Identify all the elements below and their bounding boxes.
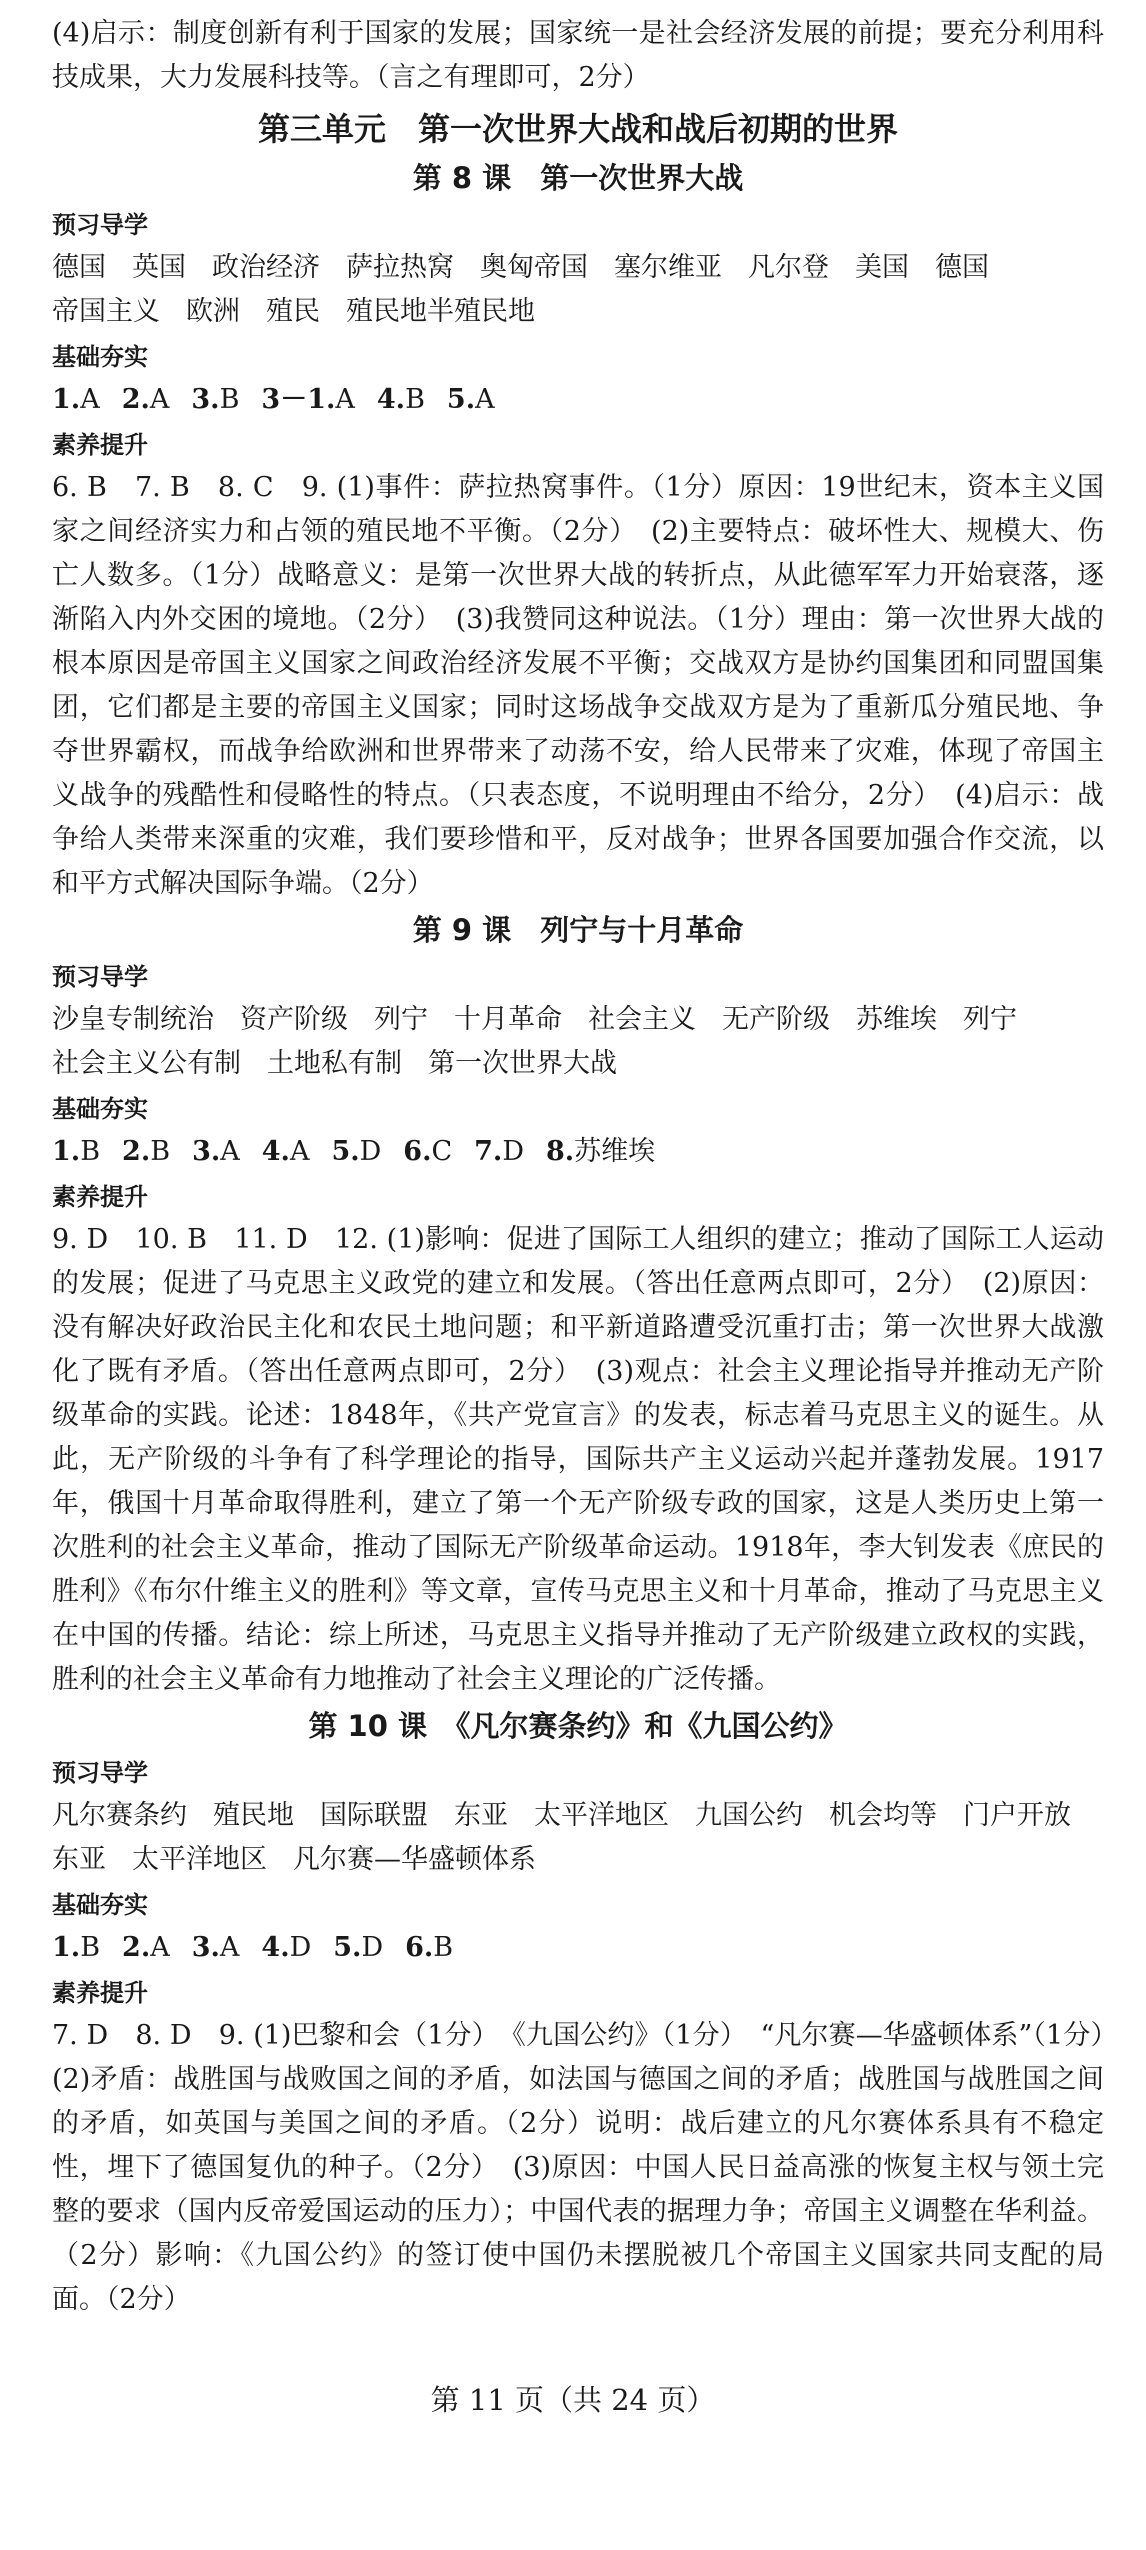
answer-item: 6.B: [405, 1932, 454, 1963]
answer-item: 2.B: [122, 1136, 171, 1167]
term: 东亚: [454, 1800, 508, 1831]
basic-answers: [52, 1130, 1104, 1174]
term: 苏维埃: [856, 1004, 937, 1035]
lesson-number: 第 9 课: [412, 913, 512, 947]
answer-item: 1.B: [52, 1136, 101, 1167]
term: 奥匈帝国: [480, 252, 588, 283]
term: 列宁: [963, 1004, 1017, 1035]
answer-item: 3.B: [191, 384, 240, 415]
term: 欧洲: [186, 296, 240, 327]
lesson-name: 《凡尔赛条约》和《九国公约》: [456, 1709, 848, 1743]
lesson-number: 第 10 课: [308, 1709, 428, 1743]
section-basic: 基础夯实: [52, 1095, 148, 1123]
page-number-footer: 第 11 页（共 24 页）: [430, 2383, 716, 2417]
section-preview: 预习导学: [52, 211, 148, 239]
term: 政治经济: [212, 252, 320, 283]
answer-item: 3.A: [191, 1932, 240, 1963]
term: 东亚: [52, 1844, 106, 1875]
lesson-title: [52, 906, 1104, 954]
answer-item: 5.D: [331, 1136, 382, 1167]
term: 塞尔维亚: [614, 252, 722, 283]
lesson-8: [52, 154, 1104, 906]
term: 土地私有制: [267, 1048, 402, 1079]
lesson-title: [52, 154, 1104, 202]
term: 九国公约: [695, 1800, 803, 1831]
preview-terms: [52, 246, 1104, 334]
term: 资产阶级: [240, 1004, 348, 1035]
term: 列宁: [374, 1004, 428, 1035]
term: 美国: [855, 252, 909, 283]
section-basic: 基础夯实: [52, 1891, 148, 1919]
section-improve: 素养提升: [52, 431, 148, 459]
term: 凡尔登: [748, 252, 829, 283]
section-improve: 素养提升: [52, 1979, 148, 2007]
answer-item: 6.C: [403, 1136, 453, 1167]
improve-answers: 9. D 10. B 11. D 12. (1)影响：促进了国际工人组织的建立；推动了国际工人运动的发展；促进了马克思主义政党的建立和发展。（答出任意两点即可，2分） (2)原因：没有解决好政治民主化和农民土地问题；和平新道路遭受沉重打击；第一次世界大战激化了既有矛盾。（答出任意两点即可，2分） (3)观点：社会主义理论指导并推动无产阶级革命的实践。论述：1848年，《共产党宣言》的发表，标志着马克思主义的诞生。从此，无产阶级的斗争有了科学理论的指导，国际共产主义运动兴起并蓬勃发展。1917年，俄国十月革命取得胜利，建立了第一个无产阶级专政的国家，这是人类历史上第一次胜利的社会主义革命，推动了国际无产阶级革命运动。1918年，李大钊发表《庶民的胜利》《布尔什维主义的胜利》等文章，宣传马克思主义和十月革命，推动了马克思主义在中国的传播。结论：综上所述，马克思主义指导并推动了无产阶级建立政权的实践，胜利的社会主义革命有力地推动了社会主义理论的广泛传播。: [52, 1224, 1104, 1695]
answer-item: 1.B: [52, 1932, 101, 1963]
answer-item: 3－1.A: [261, 384, 355, 415]
term: 沙皇专制统治: [52, 1004, 214, 1035]
preview-terms: [52, 1794, 1104, 1882]
unit-title: 第三单元 第一次世界大战和战后初期的世界: [257, 110, 898, 148]
term: 凡尔赛条约: [52, 1800, 187, 1831]
answer-item: 4.A: [261, 1136, 310, 1167]
term: 殖民: [266, 296, 320, 327]
term: 太平洋地区: [132, 1844, 267, 1875]
section-basic: 基础夯实: [52, 343, 148, 371]
answer-item: 3.A: [192, 1136, 240, 1167]
term: 第一次世界大战: [428, 1048, 617, 1079]
term: 凡尔赛—华盛顿体系: [293, 1844, 536, 1875]
term: 太平洋地区: [534, 1800, 669, 1831]
improve-answers: 6. B 7. B 8. C 9. (1)事件：萨拉热窝事件。（1分）原因：19世纪末，资本主义国家之间经济实力和占领的殖民地不平衡。（2分） (2)主要特点：破坏性大、规模大、伤亡人数多。（1分）战略意义：是第一次世界大战的转折点，从此德军军力开始衰落，逐渐陷入内外交困的境地。（2分） (3)我赞同这种说法。（1分）理由：第一次世界大战的根本原因是帝国主义国家之间政治经济发展不平衡；交战双方是协约国集团和同盟国集团，它们都是主要的帝国主义国家；同时这场战争交战双方是为了重新瓜分殖民地、争夺世界霸权，而战争给欧洲和世界带来了动荡不安，给人民带来了灾难，体现了帝国主义战争的残酷性和侵略性的特点。（只表态度，不说明理由不给分，2分） (4)启示：战争给人类带来深重的灾难，我们要珍惜和平，反对战争；世界各国要加强合作交流，以和平方式解决国际争端。（2分）: [52, 472, 1104, 899]
term: 德国: [935, 252, 989, 283]
answer-item: 4.D: [261, 1932, 312, 1963]
term: 英国: [132, 252, 186, 283]
answer-item: 2.A: [121, 384, 170, 415]
lesson-name: 列宁与十月革命: [540, 913, 744, 947]
answer-item: 8.苏维埃: [545, 1136, 656, 1167]
answer-item: 4.B: [376, 384, 425, 415]
term: 机会均等: [829, 1800, 937, 1831]
basic-answers: [52, 1926, 1104, 1970]
answer-item: 7.D: [474, 1136, 524, 1167]
term: 国际联盟: [320, 1800, 428, 1831]
section-improve: 素养提升: [52, 1183, 148, 1211]
term: 社会主义: [588, 1004, 696, 1035]
term: 十月革命: [454, 1004, 562, 1035]
answer-item: 1.A: [52, 384, 100, 415]
answer-item: 5.A: [446, 384, 495, 415]
term: 殖民地半殖民地: [346, 296, 535, 327]
term: 德国: [52, 252, 106, 283]
answer-item: 2.A: [122, 1932, 170, 1963]
section-preview: 预习导学: [52, 963, 148, 991]
term: 萨拉热窝: [346, 252, 454, 283]
section-preview: 预习导学: [52, 1759, 148, 1787]
term: 社会主义公有制: [52, 1048, 241, 1079]
lesson-title: [52, 1702, 1104, 1750]
term: 无产阶级: [722, 1004, 830, 1035]
lesson-10: [52, 1702, 1131, 2322]
term: 殖民地: [213, 1800, 294, 1831]
term: 门户开放: [963, 1800, 1071, 1831]
improve-answers: 7. D 8. D 9. (1)巴黎和会（1分） 《九国公约》（1分） “凡尔赛—华盛顿体系”（1分） (2)矛盾：战胜国与战败国之间的矛盾，如法国与德国之间的矛盾；战胜国与战胜国之间的矛盾，如英国与美国之间的矛盾。（2分）说明：战后建立的凡尔赛体系具有不稳定性，埋下了德国复仇的种子。（2分） (3)原因：中国人民日益高涨的恢复主权与领土完整的要求（国内反帝爱国运动的压力）；中国代表的据理力争；帝国主义调整在华利益。（2分）影响：《九国公约》的签订使中国仍未摆脱被几个帝国主义国家共同支配的局面。（2分）: [52, 2020, 1131, 2315]
intro-paragraph: (4)启示：制度创新有利于国家的发展；国家统一是社会经济发展的前提；要充分利用科技成果，大力发展科技等。（言之有理即可，2分）: [52, 18, 1104, 93]
lesson-name: 第一次世界大战: [540, 161, 744, 195]
term: 帝国主义: [52, 296, 160, 327]
answer-item: 5.D: [333, 1932, 384, 1963]
preview-terms: [52, 998, 1104, 1086]
lesson-number: 第 8 课: [412, 161, 512, 195]
lesson-9: [52, 906, 1104, 1702]
basic-answers: [52, 378, 1104, 422]
